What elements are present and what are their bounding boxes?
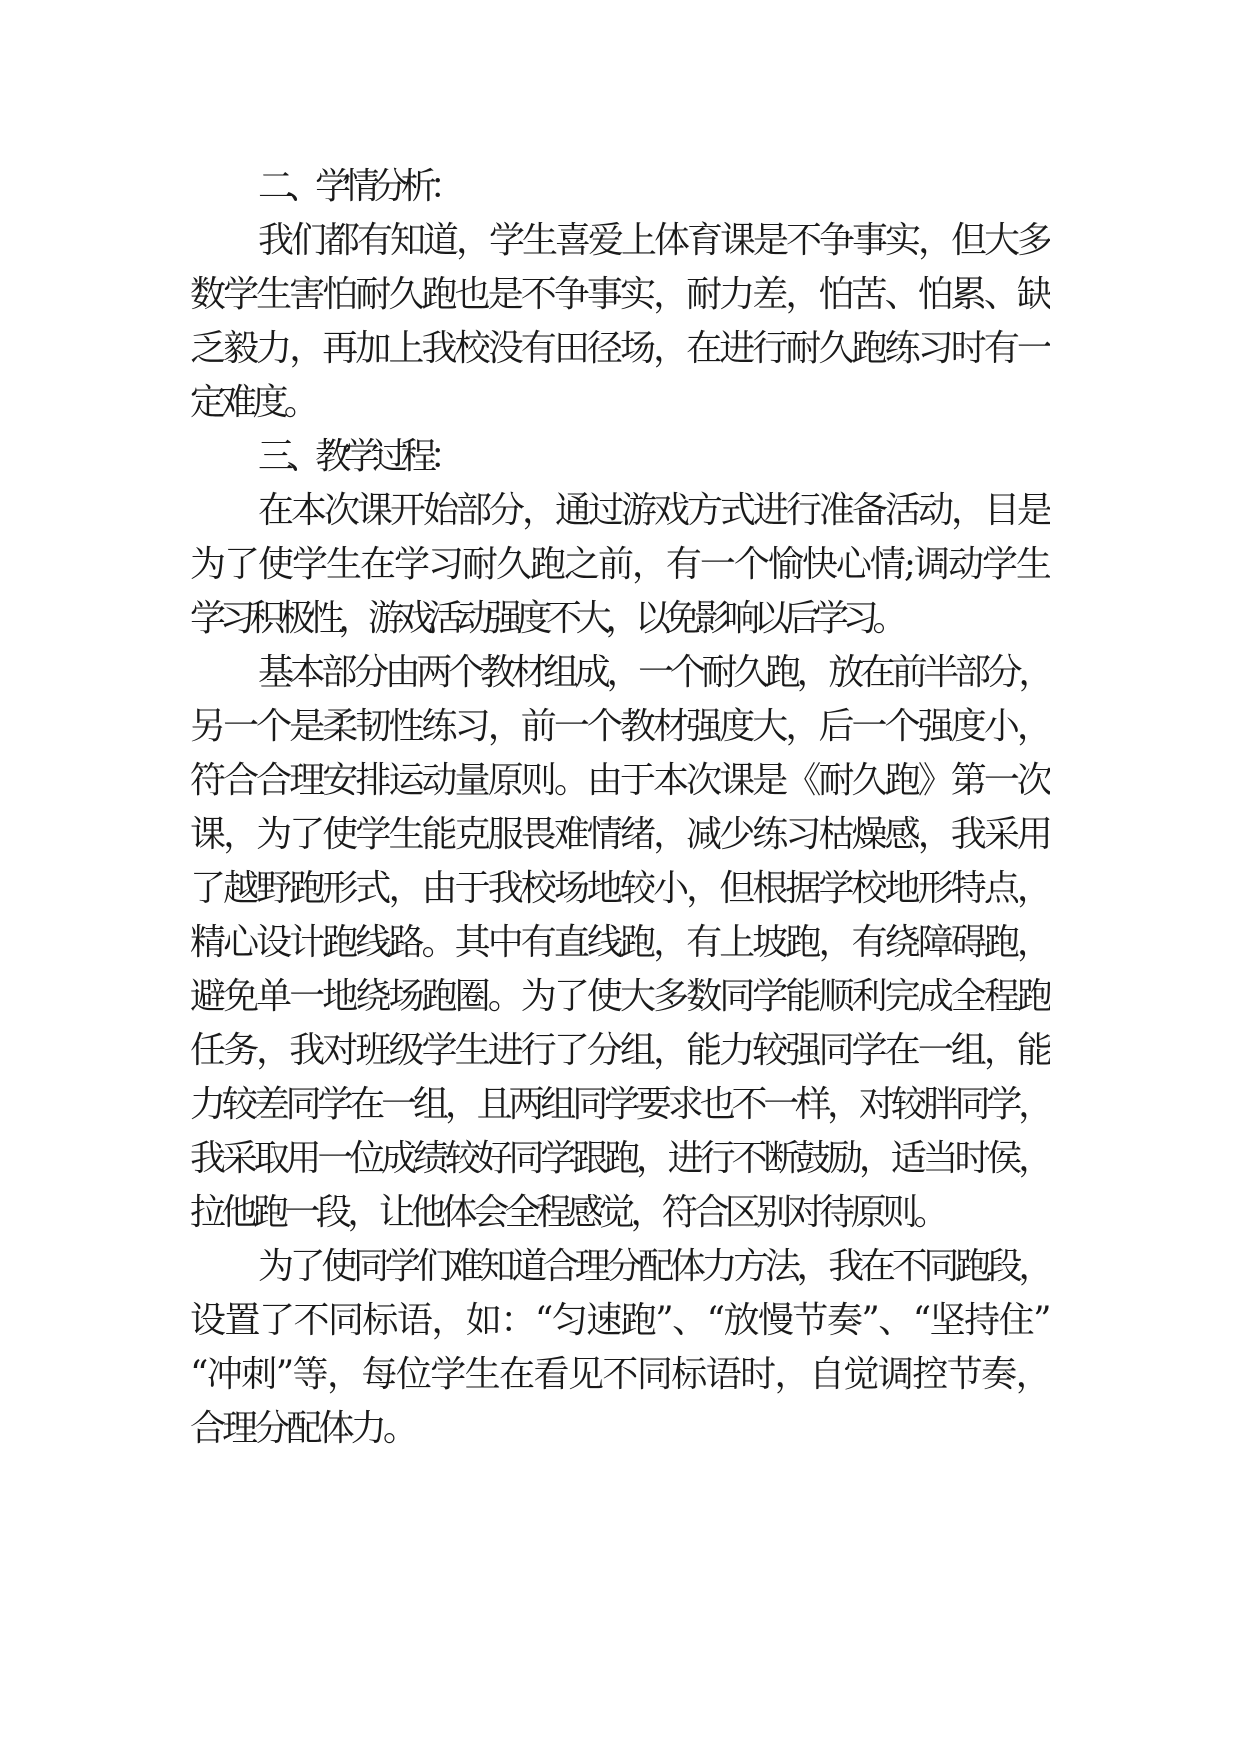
para-1-line-2: 数学生害怕耐久跑也是不争事实，耐力差，怕苦、怕累、缺 [190, 274, 1050, 315]
para-3-line-1: 基本部分由两个教材组成，一个耐久跑，放在前半部分， [258, 652, 1050, 693]
para-3-line-6: 精心设计跑线路。其中有直线跑，有上坡跑，有绕障碍跑， [190, 922, 1050, 963]
para-3-line-5: 了越野跑形式，由于我校场地较小，但根据学校地形特点， [190, 868, 1050, 909]
para-3-line-7: 避免单一地绕场跑圈。为了使大多数同学能顺利完成全程跑 [190, 976, 1050, 1017]
para-4-line-4: 合理分配体力。 [190, 1408, 415, 1449]
section-heading-2: 三、教学过程： [258, 436, 458, 477]
para-1-line-1: 我们都有知道，学生喜爱上体育课是不争事实，但大多 [258, 220, 1050, 261]
para-3-line-10: 我采取用一位成绩较好同学跟跑，进行不断鼓励，适当时侯， [190, 1138, 1050, 1179]
para-4-line-1: 为了使同学们难知道合理分配体力方法，我在不同跑段， [258, 1246, 1050, 1287]
para-2-line-2: 为了使学生在学习耐久跑之前，有一个愉快心情;调动学生 [190, 544, 1050, 585]
para-2-line-3: 学习积极性，游戏活动强度不大，以免影响以后学习。 [190, 598, 902, 639]
section-heading-1: 二、学情分析： [258, 166, 458, 207]
para-2-line-1: 在本次课开始部分，通过游戏方式进行准备活动，目是 [258, 490, 1050, 531]
para-3-line-8: 任务，我对班级学生进行了分组，能力较强同学在一组，能 [190, 1030, 1050, 1071]
para-4-line-2: 设置了不同标语，如：“匀速跑”、“放慢节奏”、“坚持住” [190, 1300, 1050, 1341]
para-1-line-4: 定难度。 [190, 382, 315, 423]
para-4-line-3: “冲刺”等，每位学生在看见不同标语时，自觉调控节奏， [190, 1354, 1050, 1395]
para-3-line-4: 课，为了使学生能克服畏难情绪，减少练习枯燥感，我采用 [190, 814, 1050, 855]
para-3-line-2: 另一个是柔韧性练习，前一个教材强度大，后一个强度小， [190, 706, 1050, 747]
para-3-line-9: 力较差同学在一组，且两组同学要求也不一样，对较胖同学， [190, 1084, 1050, 1125]
para-3-line-11: 拉他跑一段，让他体会全程感觉，符合区别对待原则。 [190, 1192, 945, 1233]
para-1-line-3: 乏毅力，再加上我校没有田径场，在进行耐久跑练习时有一 [190, 328, 1050, 369]
para-3-line-3: 符合合理安排运动量原则。由于本次课是《耐久跑》第一次 [190, 760, 1050, 801]
